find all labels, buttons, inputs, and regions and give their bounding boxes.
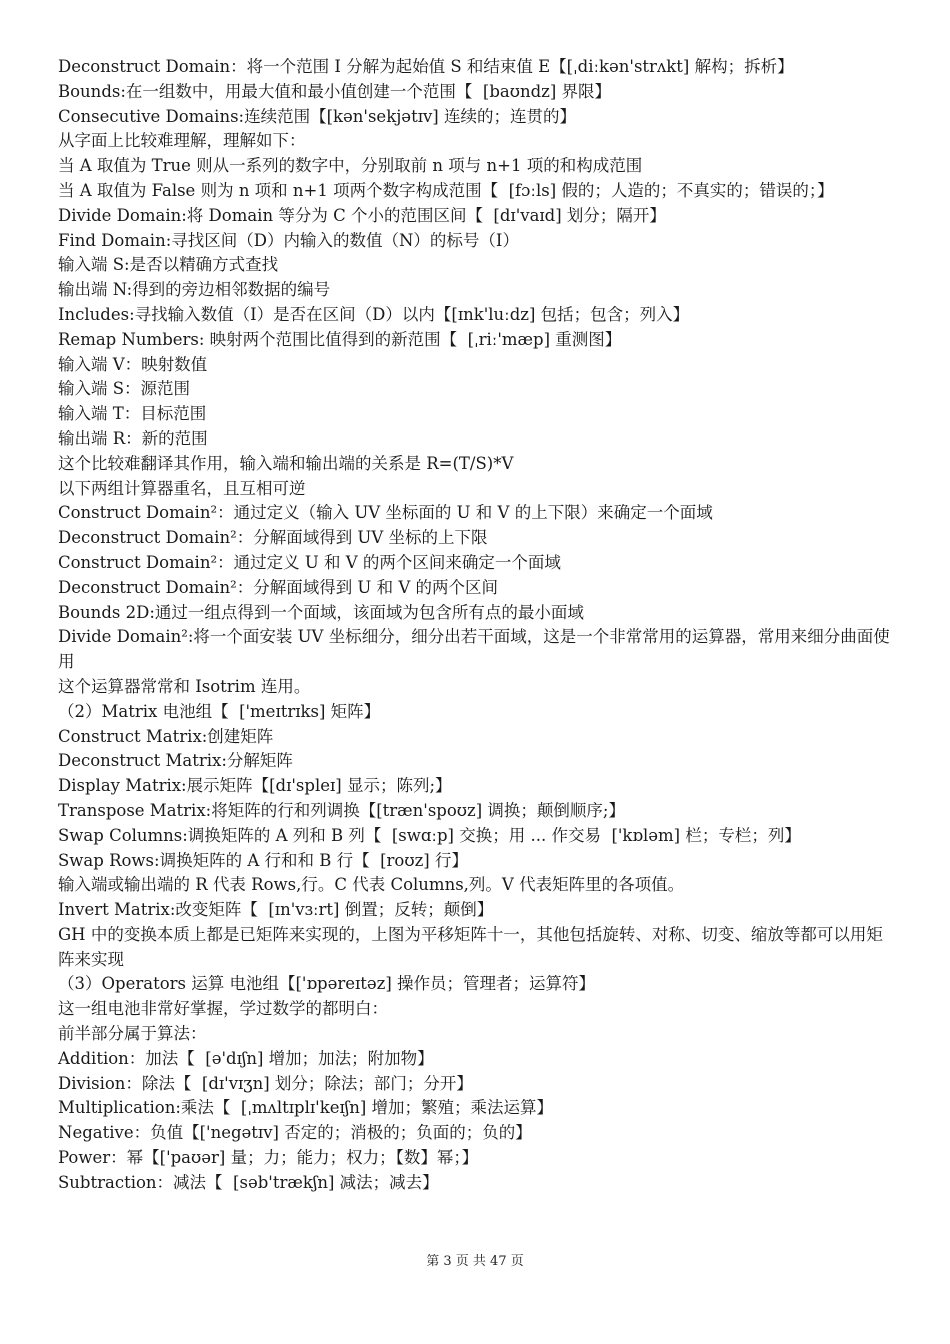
text-line: Bounds 2D:通过一组点得到一个面域，该面域为包含所有点的最小面域 bbox=[58, 602, 584, 622]
text-line: 输入端 S：源范围 bbox=[58, 379, 191, 399]
text-line: 从字面上比较难理解，理解如下： bbox=[58, 131, 306, 151]
text-line: Consecutive Domains:连续范围【[kən'sekjətɪv] 连续的；连贯的】 bbox=[58, 106, 576, 126]
page-footer: 第 3 页 共 47 页 bbox=[426, 1254, 524, 1269]
text-line: 前半部分属于算法： bbox=[58, 1024, 207, 1044]
text-line: （3）Operators 运算 电池组【['ɒpəreɪtəz] 操作员；管理者；运算符】 bbox=[58, 974, 596, 994]
text-line: Deconstruct Domain：将一个范围 I 分解为起始值 S 和结束值 E【[ˌdiːkən'strʌkt] 解构；拆析】 bbox=[58, 57, 794, 76]
text-line: Divide Domain²:将一个面安装 UV 坐标细分，细分出若干面域，这是一个非常常用的运算器，常用来细分曲面使用 bbox=[58, 627, 890, 672]
text-line: Swap Rows:调换矩阵的 A 行和和 B 行【 [roʊz] 行】 bbox=[58, 850, 468, 870]
text-line: Construct Domain²：通过定义 U 和 V 的两个区间来确定一个面域 bbox=[58, 552, 561, 572]
text-line: Deconstruct Domain²：分解面域得到 U 和 V 的两个区间 bbox=[58, 577, 498, 597]
text-line: Transpose Matrix:将矩阵的行和列调换【[træn'spoʊz] 调换；颠倒顺序;】 bbox=[58, 800, 625, 820]
text-line: Swap Columns:调换矩阵的 A 列和 B 列【 [swɑːp] 交换；用 ... 作交易 ['kɒləm] 栏；专栏；列】 bbox=[58, 825, 801, 845]
text-line: 这一组电池非常好掌握，学过数学的都明白： bbox=[58, 999, 388, 1019]
text-line: Invert Matrix:改变矩阵【 [ɪn'vɜːrt] 倒置；反转；颠倒】 bbox=[58, 900, 494, 920]
text-line: Display Matrix:展示矩阵【[dɪ'spleɪ] 显示；陈列;】 bbox=[58, 776, 452, 796]
text-line: 输出端 N:得到的旁边相邻数据的编号 bbox=[58, 280, 331, 300]
text-line: Deconstruct Matrix:分解矩阵 bbox=[58, 751, 293, 771]
document-body bbox=[58, 55, 894, 1196]
text-line: Construct Domain²：通过定义（输入 UV 坐标面的 U 和 V 的上下限）来确定一个面域 bbox=[58, 503, 713, 523]
text-line: Addition：加法【 [ə'dɪʃn] 增加；加法；附加物】 bbox=[58, 1048, 434, 1068]
text-line: Multiplication:乘法【 [ˌmʌltɪplɪ'keɪʃn] 增加；繁殖；乘法运算】 bbox=[58, 1098, 554, 1118]
text-line: Divide Domain:将 Domain 等分为 C 个小的范围区间【 [dɪ'vaɪd] 划分；隔开】 bbox=[58, 205, 666, 225]
text-line: Power：幂【['paʊər] 量；力；能力；权力；【数】幂；】 bbox=[58, 1148, 479, 1168]
text-line: Bounds:在一组数中，用最大值和最小值创建一个范围【 [baʊndz] 界限】 bbox=[58, 81, 612, 101]
text-line: 这个运算器常常和 Isotrim 连用。 bbox=[58, 676, 311, 696]
text-line: Deconstruct Domain²：分解面域得到 UV 坐标的上下限 bbox=[58, 528, 488, 548]
text-line: 当 A 取值为 True 则从一系列的数字中，分别取前 n 项与 n+1 项的和构成范围 bbox=[58, 156, 643, 176]
text-line: Construct Matrix:创建矩阵 bbox=[58, 726, 274, 746]
text-line: 输入端 T：目标范围 bbox=[58, 404, 207, 424]
text-line: 输入端 V：映射数值 bbox=[58, 354, 208, 374]
text-line: 输入端或输出端的 R 代表 Rows,行。C 代表 Columns,列。V 代表矩阵里的各项值。 bbox=[58, 875, 685, 895]
text-line: Find Domain:寻找区间（D）内输入的数值（N）的标号（I） bbox=[58, 230, 519, 250]
text-line: Subtraction：减法【 [səb'trækʃn] 减法；减去】 bbox=[58, 1172, 439, 1192]
text-line: 这个比较难翻译其作用，输入端和输出端的关系是 R=(T/S)*V bbox=[58, 453, 514, 473]
text-line: Includes:寻找输入数值（I）是否在区间（D）以内【[ɪnk'luːdz] 包括；包含；列入】 bbox=[58, 304, 690, 324]
text-line: Remap Numbers: 映射两个范围比值得到的新范围【 [ˌriː'mæp] 重测图】 bbox=[58, 329, 622, 349]
text-line: GH 中的变换本质上都是已矩阵来实现的，上图为平移矩阵十一，其他包括旋转、对称、切变、缩放等都可以用矩阵来实现 bbox=[58, 924, 883, 969]
text-line: 当 A 取值为 False 则为 n 项和 n+1 项两个数字构成范围【 [fɔːls] 假的；人造的；不真实的；错误的；】 bbox=[58, 180, 834, 200]
text-line: Negative：负值【['negətɪv] 否定的；消极的；负面的；负的】 bbox=[58, 1123, 532, 1143]
text-line: 以下两组计算器重名，且互相可逆 bbox=[58, 478, 306, 498]
text-line: 输入端 S:是否以精确方式查找 bbox=[58, 255, 279, 275]
text-line: Division：除法【 [dɪ'vɪʒn] 划分；除法；部门；分开】 bbox=[58, 1073, 473, 1093]
text-line: 输出端 R：新的范围 bbox=[58, 428, 208, 448]
text-line: （2）Matrix 电池组【 ['meɪtrɪks] 矩阵】 bbox=[58, 701, 381, 721]
